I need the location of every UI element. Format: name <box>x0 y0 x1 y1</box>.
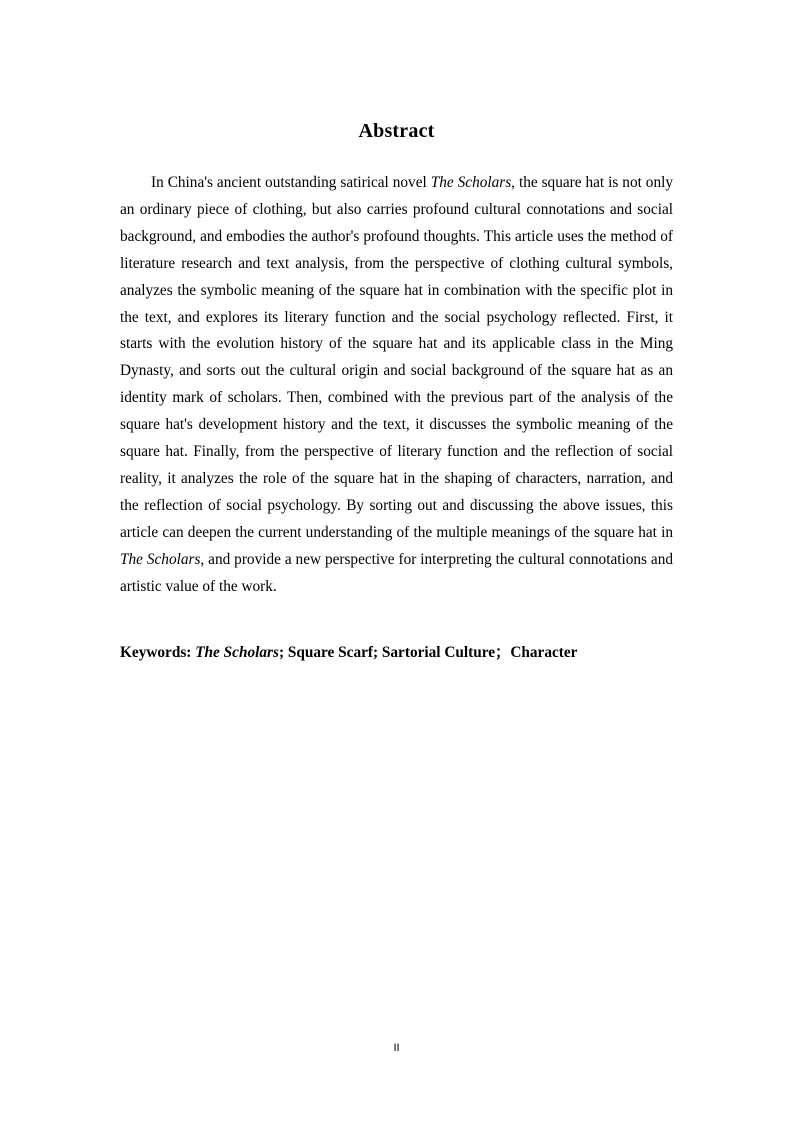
abstract-text-segment: In China's ancient outstanding satirical novel <box>151 174 431 191</box>
abstract-text-segment: , the square hat is not only an ordinary piece of clothing, but also carries profound cultural connotations and social background, and embodies the author's profound thoughts. This article uses the method of literature research and text analysis, from the perspective of clothing cultural symbols, analyzes the symbolic meaning of the square hat in combination with the specific plot in the text, and explores its literary function and the social psychology reflected. First, it starts with the evolution history of the square hat and its applicable class in the Ming Dynasty, and sorts out the cultural origin and social background of the square hat as an identity mark of scholars. Then, combined with the previous part of the analysis of the square hat's development history and the text, it discusses the symbolic meaning of the square hat. Finally, from the perspective of literary function and the reflection of social reality, it analyzes the role of the square hat in the shaping of characters, narration, and the reflection of social psychology. By sorting out and discussing the above issues, this article can deepen the current understanding of the multiple meanings of the square hat in <box>120 174 674 541</box>
page-number: II <box>393 1042 400 1054</box>
book-title-italic: The Scholars <box>120 550 201 568</box>
keywords-list: ; Square Scarf; Sartorial Culture；Character <box>278 644 578 661</box>
keyword-book-title: The Scholars <box>195 644 279 661</box>
abstract-title: Abstract <box>358 120 435 142</box>
keywords-line <box>120 642 680 664</box>
abstract-paragraph <box>120 170 673 601</box>
keywords-label: Keywords: <box>120 644 196 661</box>
abstract-text-segment: , and provide a new perspective for interpreting the cultural connotations and artistic value of the work. <box>120 550 674 595</box>
book-title-italic: The Scholars <box>430 174 512 191</box>
